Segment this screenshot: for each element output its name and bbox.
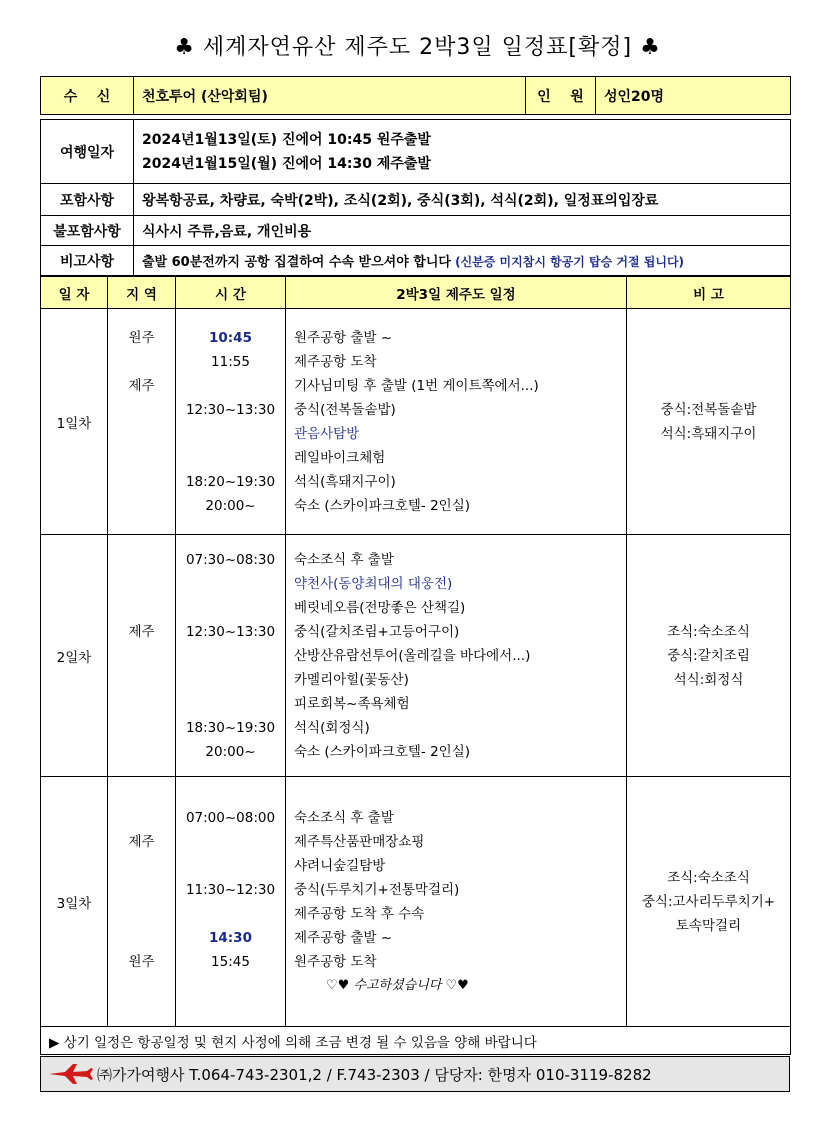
region-line — [108, 668, 175, 692]
region-line — [108, 716, 175, 740]
region-line — [108, 692, 175, 716]
region-line — [108, 902, 175, 926]
time-line — [176, 830, 285, 854]
time-line: 15:45 — [211, 953, 250, 970]
region-cell — [108, 309, 176, 535]
company-contact: ㈜가가여행사 T.064-743-2301,2 / F.743-2303 / 담당자: 한명자 010-3119-8282 — [97, 1065, 652, 1084]
company-footer — [40, 1056, 790, 1092]
notes-cell — [627, 777, 791, 1027]
time-line: 18:20~19:30 — [185, 473, 276, 490]
exclude-value: 식사시 주류,음료, 개인비용 — [134, 216, 791, 246]
schedule-item: 샤려니숲길탐방 — [294, 857, 386, 874]
time-line: 18:30~19:30 — [185, 719, 276, 736]
time-line: 07:30~08:30 — [185, 551, 276, 568]
recipient-value: 천호투어 (산악회팀) — [134, 77, 526, 115]
region-line — [108, 926, 175, 950]
document-title: ♣ 세계자연유산 제주도 2박3일 일정표[확정] ♣ — [174, 35, 661, 60]
schedule-cell — [286, 535, 627, 777]
time-line — [176, 596, 285, 620]
header-time: 시 간 — [176, 277, 286, 309]
travel-date-value — [134, 120, 791, 184]
time-cell — [176, 309, 286, 535]
schedule-cell — [286, 777, 627, 1027]
time-line — [176, 446, 285, 470]
time-line — [176, 644, 285, 668]
time-line: 12:30~13:30 — [185, 623, 276, 640]
region-line — [108, 470, 175, 494]
region-line — [108, 854, 175, 878]
note-line: 중식:전복돌솥밥 — [660, 401, 757, 418]
schedule-item: 제주특산품판매장쇼핑 — [294, 833, 425, 850]
time-line — [176, 422, 285, 446]
region-line — [108, 548, 175, 572]
time-line: 07:00~08:00 — [185, 809, 276, 826]
schedule-table — [40, 276, 791, 1055]
change-notice: ▶ 상기 일정은 항공일정 및 현지 사정에 의해 조금 변경 될 수 있음을 양해 바랍니다 — [41, 1027, 791, 1055]
region-line — [108, 446, 175, 470]
schedule-item: 중식(두루치기+전통막걸리) — [294, 881, 460, 898]
airplane-logo-icon — [47, 1062, 93, 1086]
schedule-item: 레일바이크체험 — [294, 449, 386, 466]
schedule-item: 석식(회정식) — [294, 719, 370, 736]
schedule-item: 제주공항 출발 ~ — [294, 929, 393, 946]
schedule-item: 숙소 (스카이파크호텔- 2인실) — [294, 743, 471, 760]
travel-date-label: 여행일자 — [41, 120, 134, 184]
schedule-item: 원주공항 도착 — [294, 953, 377, 970]
note-text: 출발 60분전까지 공항 집결하여 수속 받으셔야 합니다 — [142, 255, 451, 270]
region-line — [108, 974, 175, 998]
time-cell — [176, 535, 286, 777]
exclude-label: 불포함사항 — [41, 216, 134, 246]
schedule-item: 숙소조식 후 출발 — [294, 551, 394, 568]
region-line: 원주 — [128, 329, 155, 346]
region-line: 원주 — [128, 953, 155, 970]
time-line — [176, 902, 285, 926]
time-line: 20:00~ — [205, 743, 256, 760]
day-row-3 — [41, 777, 791, 1027]
note-line: 석식:흑돼지구이 — [660, 425, 757, 442]
return-line: 2024년1월15일(월) 진에어 14:30 제주출발 — [142, 155, 431, 172]
region-line — [108, 878, 175, 902]
header-day: 일 자 — [41, 277, 108, 309]
time-line — [176, 668, 285, 692]
info-table — [40, 76, 791, 115]
people-value: 성인20명 — [596, 77, 791, 115]
schedule-cell — [286, 309, 627, 535]
note-value — [134, 246, 791, 276]
region-line: 제주 — [128, 833, 155, 850]
include-label: 포함사항 — [41, 184, 134, 216]
region-cell — [108, 777, 176, 1027]
region-line — [108, 644, 175, 668]
note-line: 중식:고사리두루치기+ — [641, 893, 776, 910]
schedule-item: 중식(전복돌솥밥) — [294, 401, 396, 418]
notes-cell — [627, 535, 791, 777]
day-label: 1일차 — [41, 309, 108, 535]
note-warning: (신분증 미지참시 항공기 탑승 거절 됩니다) — [455, 255, 685, 269]
note-line: 석식:회정식 — [673, 671, 744, 688]
notes-cell — [627, 309, 791, 535]
time-cell — [176, 777, 286, 1027]
region-line — [108, 572, 175, 596]
note-line: 토속막걸리 — [675, 917, 742, 934]
region-line: 제주 — [128, 623, 155, 640]
note-label: 비고사항 — [41, 246, 134, 276]
schedule-item: 중식(갈치조림+고등어구이) — [294, 623, 460, 640]
region-line: 제주 — [128, 377, 155, 394]
region-line — [108, 596, 175, 620]
schedule-item: 약천사(동양최대의 대웅전) — [294, 575, 453, 592]
day-label: 2일차 — [41, 535, 108, 777]
region-line — [108, 740, 175, 764]
schedule-item: 석식(흑돼지구이) — [294, 473, 396, 490]
schedule-item: 산방산유람선투어(올레길을 바다에서...) — [294, 647, 531, 664]
header-notes: 비 고 — [627, 277, 791, 309]
note-line: 중식:갈치조림 — [667, 647, 750, 664]
schedule-item: 제주공항 도착 후 수속 — [294, 905, 425, 922]
recipient-label: 수 신 — [41, 77, 134, 115]
time-line — [176, 974, 285, 998]
schedule-item: 숙소조식 후 출발 — [294, 809, 394, 826]
include-value: 왕복항공료, 차량료, 숙박(2박), 조식(2회), 중식(3회), 석식(2회), 일정표의입장료 — [134, 184, 791, 216]
time-line: 20:00~ — [205, 497, 256, 514]
note-line: 조식:숙소조식 — [667, 623, 750, 640]
schedule-item: 숙소 (스카이파크호텔- 2인실) — [294, 497, 471, 514]
time-line — [176, 692, 285, 716]
region-line — [108, 398, 175, 422]
time-line — [176, 374, 285, 398]
schedule-item: 피로회복~족욕체험 — [294, 695, 410, 712]
time-line: 14:30 — [209, 929, 252, 946]
region-line — [108, 350, 175, 374]
detail-table — [40, 119, 791, 276]
time-line: 12:30~13:30 — [185, 401, 276, 418]
people-label: 인 원 — [526, 77, 596, 115]
departure-line: 2024년1월13일(토) 진에어 10:45 원주출발 — [142, 131, 431, 148]
day-label: 3일차 — [41, 777, 108, 1027]
day-row-2 — [41, 535, 791, 777]
header-region: 지 역 — [108, 277, 176, 309]
time-line: 11:55 — [211, 353, 250, 370]
time-line: 10:45 — [209, 329, 252, 346]
schedule-item: 카멜리아힐(꽃동산) — [294, 671, 409, 688]
time-line — [176, 572, 285, 596]
day-row-1 — [41, 309, 791, 535]
region-line — [108, 422, 175, 446]
schedule-item: 베릿네오름(전망좋은 산책길) — [294, 599, 466, 616]
region-line — [108, 806, 175, 830]
schedule-item: 관음사탐방 — [294, 425, 360, 442]
region-line — [108, 494, 175, 518]
note-line: 조식:숙소조식 — [667, 869, 750, 886]
schedule-item: 기사님미팅 후 출발 (1번 게이트쪽에서...) — [294, 377, 539, 394]
itinerary-page — [40, 76, 790, 1055]
time-line — [176, 854, 285, 878]
header-schedule: 2박3일 제주도 일정 — [286, 277, 627, 309]
time-line: 11:30~12:30 — [185, 881, 276, 898]
region-cell — [108, 535, 176, 777]
closing-message: ♡♥ 수고하셨습니다 ♡♥ — [326, 977, 469, 993]
schedule-item: 제주공항 도착 — [294, 353, 377, 370]
schedule-item: 원주공항 출발 ~ — [294, 329, 393, 346]
